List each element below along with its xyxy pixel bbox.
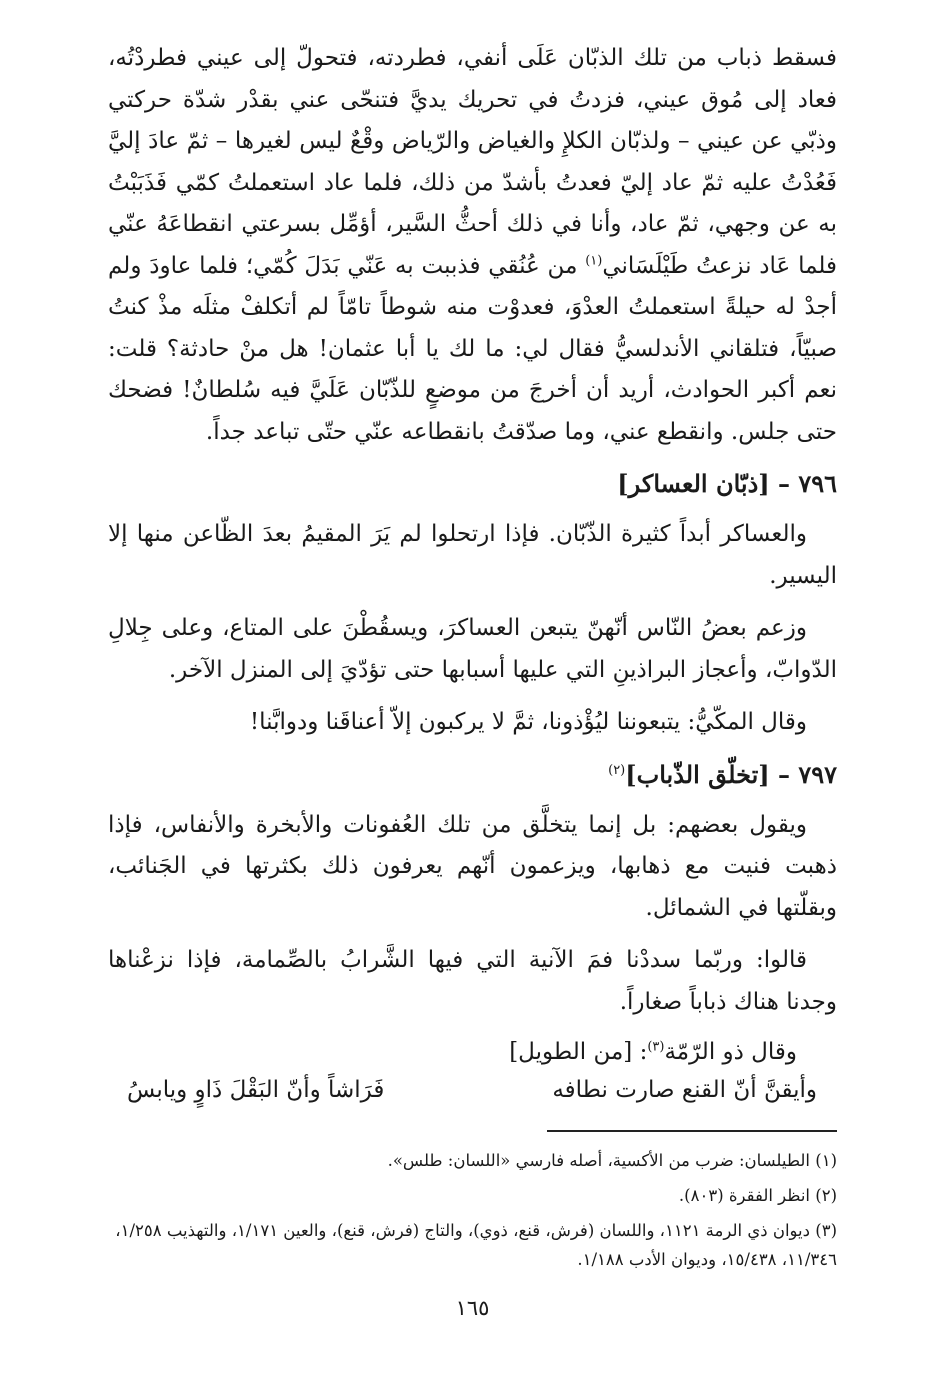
paragraph-796-1: والعساكر أبداً كثيرة الذّبّان. فإذا ارتحلوا لم يَرَ المقيمُ بعدَ الظّاعن منها إلا اليسير. bbox=[108, 521, 837, 589]
footnote-divider bbox=[547, 1130, 837, 1132]
poem-verse bbox=[127, 1072, 837, 1108]
paragraph-796-3: وقال المكّيُّ: يتبعوننا ليُؤْذونا، ثمَّ لا يركبون إلاّ أعناقَنا ودوابَّنا! bbox=[249, 709, 807, 735]
footnote-ref-1[interactable]: (١) bbox=[585, 252, 603, 268]
footnote-3: (٣) ديوان ذي الرمة ١١٢١، واللسان (فرش، قنع، ذوي)، والتاج (فرش، قنع)، والعين ١/١٧١، والتهذيب ١/٢٥٨، ١١/٣٤٦، ١٥/٤٣٨، وديوان الأدب ١/١٨٨. bbox=[115, 1221, 837, 1269]
paragraph-top-1: فسقط ذباب من تلك الذبّان عَلَى أنفي، فطردته، فتحولّ إلى عيني فطردْتُه، فعاد إلى مُوق عيني، فزدتُ في تحريك يديَّ فتنحّى عني بقدْر شدّة حركتي وذبّي عن عيني – ولذبّان الكلإِ والغياض والرّياض وقْعٌ ليس لغيرها – ثمّ عادَ إليَّ فَعُدْتُ عليه ثمّ عاد إليّ فعدتُ بأشدّ من ذلك، فلما عاد استعملتُ كمّي فَذَبَبْتُ به عن وجهي، ثمّ عاد، وأنا في ذلك أحثُّ السَّير، أؤمِّل بسرعتي انقطاعَهُ عنّي فلما عَاد نزعتُ طَيْلَسَاني$^{(١)}$ من عُنُقي فذببت به عَنّي بَدَلَ كُمّي؛ فلما عاودَ ولم أجدْ له حيلةً استعملتُ العدْوَ، فعدوْت منه شوطاً تامّاً لم أتكلفْ مثلَه مذْ كنتُ صبيّاً، فتلقاني الأندلسيُّ فقال لي: ما لك يا أبا عثمان! هل منْ حادثة؟ قلت: نعم أكبر الحوادث، أريد أن أخرجَ من موضعٍ للذّبّان عَلَيَّ فيه سُلطانٌ! فضحك حتى جلس. وانقطع عني، وما صدّقتُ بانقطاعه عنّي حتّى تباعد جداً. bbox=[108, 45, 837, 445]
footnote-ref-2[interactable]: (٢) bbox=[608, 762, 626, 778]
verse-hemistich-first: وأيقنَّ أنّ القنع صارت نطافه bbox=[552, 1077, 817, 1103]
main-text bbox=[108, 38, 837, 1108]
poem-intro: وقال ذو الرّمّة$^{(٣)}$: [من الطويل] bbox=[509, 1039, 797, 1065]
page-number: ١٦٥ bbox=[455, 1296, 490, 1320]
section-heading-797: ٧٩٧ – [تخلّق الذّباب]$^{(٢)}$ bbox=[608, 759, 837, 789]
paragraph-797-2: قالوا: وربّما سددْنا فمَ الآنية التي فيها الشَّرابُ بالصِّمامة، فإذا نزعْناها وجدنا هناك ذباباً صغاراً. bbox=[108, 947, 837, 1015]
paragraph-797-1: ويقول بعضهم: بل إنما يتخلَّق من تلك العُفونات والأبخرة والأنفاس، فإذا ذهبت فنيت مع ذهابها، ويزعمون أنّهم يعرفون ذلك بكثرتها في الجَنائب، وبقلّتها في الشمائل. bbox=[108, 811, 837, 921]
verse-hemistich-second: فَرَاشاً وأنّ البَقْلَ ذَاوٍ ويابسُ bbox=[127, 1077, 385, 1103]
footnotes bbox=[108, 1146, 837, 1274]
paragraph-796-2: وزعم بعضُ النّاس أنّهنّ يتبعن العساكرَ، ويسقُطْنَ على المتاع، وعلى جِلالِ الدّوابّ، وأعجاز البراذينِ التي عليها أسبابها حتى تؤدّيَ إلى المنزل الآخر. bbox=[108, 615, 837, 683]
section-heading-796: ٧٩٦ – [ذبّان العساكر] bbox=[617, 469, 837, 498]
footnote-2: (٢) انظر الفقرة (٨٠٣). bbox=[678, 1186, 837, 1205]
footnote-1: (١) الطيلسان: ضرب من الأكسية، أصله فارسي «اللسان: طلس». bbox=[387, 1151, 837, 1170]
footnote-ref-3[interactable]: (٣) bbox=[647, 1039, 665, 1055]
